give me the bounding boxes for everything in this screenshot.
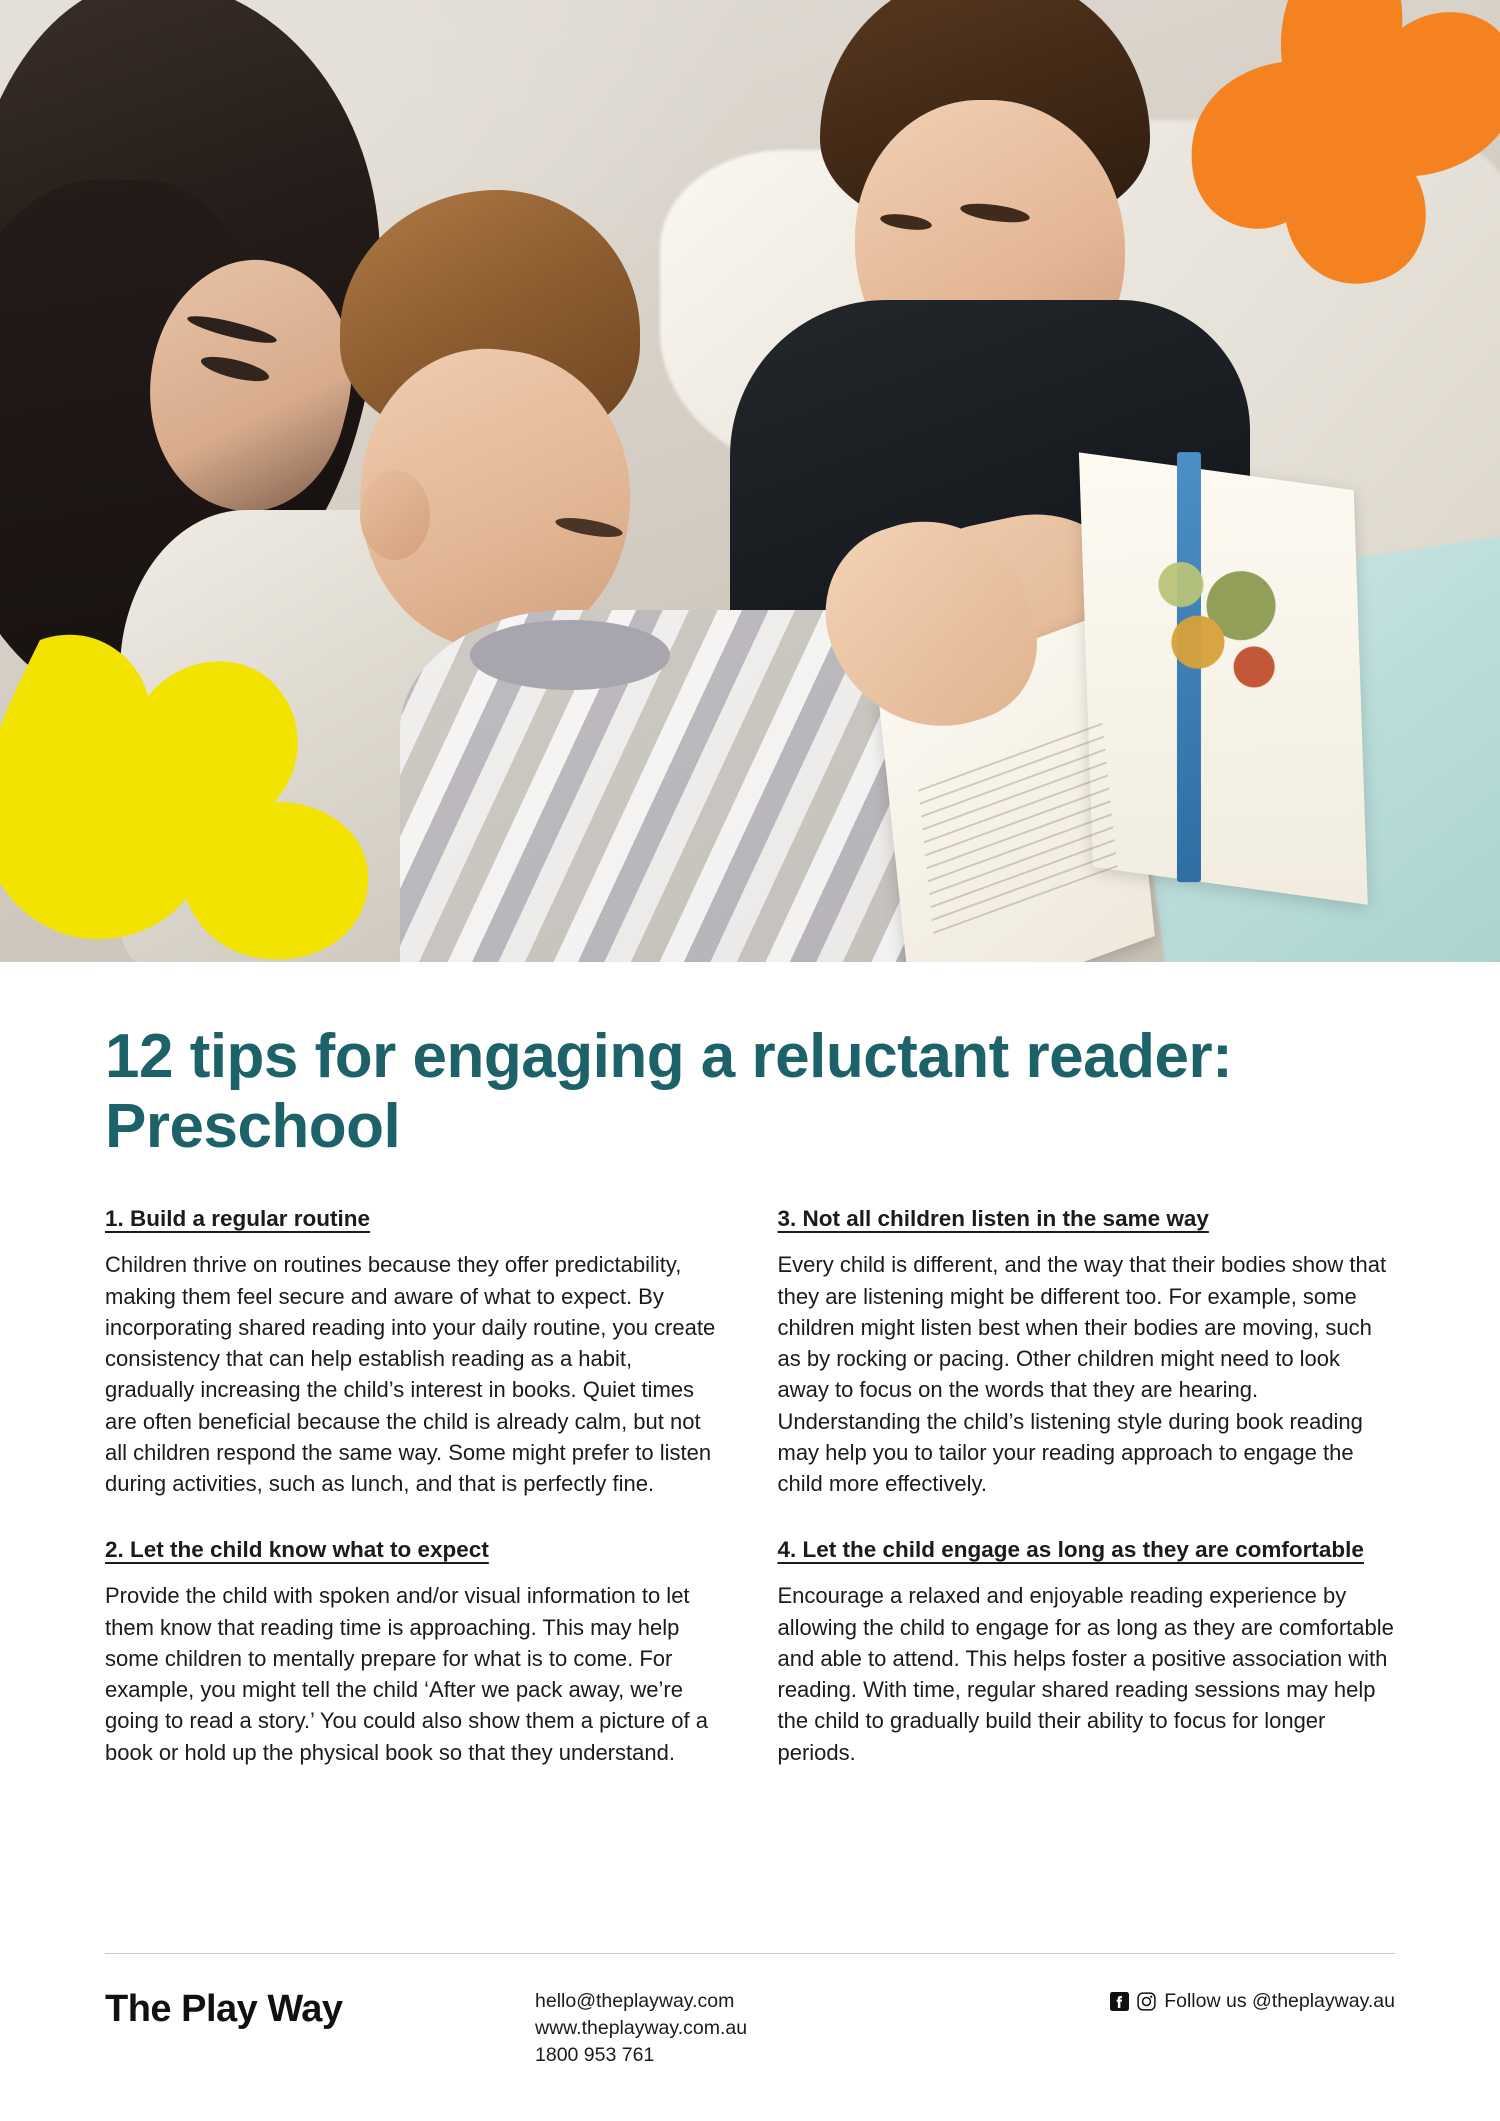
footer-divider bbox=[105, 1953, 1395, 1954]
social-links[interactable] bbox=[1110, 1988, 1395, 2013]
book-illustration bbox=[1119, 526, 1316, 723]
tip-heading-1: 1. Build a regular routine bbox=[105, 1206, 371, 1232]
page-footer bbox=[105, 1953, 1395, 2069]
social-handle-text: Follow us @theplayway.au bbox=[1164, 1990, 1395, 2013]
instagram-icon[interactable] bbox=[1137, 1992, 1156, 2011]
hero-photo bbox=[0, 0, 1500, 962]
two-column-body bbox=[105, 1204, 1395, 1768]
tip-body-3: Every child is different, and the way that their bodies show that they are listening might be different too. For example, some children might listen best when their bodies are moving, such as by rocking or pacing. Other children might need to look away to focus on the words that they are hearing. Understanding the child’s listening style during book reading may help you to tailor your reading approach to engage the child more effectively. bbox=[777, 1252, 1387, 1496]
tip-heading-3: 3. Not all children listen in the same way bbox=[777, 1206, 1209, 1232]
tip-heading-4: 4. Let the child engage as long as they are comfortable bbox=[777, 1537, 1364, 1563]
contact-phone[interactable]: 1800 953 761 bbox=[535, 2044, 655, 2067]
brand-logo: The Play Way bbox=[105, 1988, 343, 2031]
page-title: 12 tips for engaging a reluctant reader: Preschool bbox=[105, 1022, 1233, 1162]
article-content bbox=[0, 962, 1500, 1768]
tip-heading-2: 2. Let the child know what to expect bbox=[105, 1537, 489, 1563]
facebook-icon[interactable] bbox=[1110, 1992, 1129, 2011]
column-right bbox=[778, 1204, 1396, 1768]
tip-body-1: Children thrive on routines because they offer predictability, making them feel secure and aware of what to expect. By incorporating shared reading into your daily routine, you create consistency that can help establish reading as a habit, gradually increasing the child’s interest in books. Quiet times are often beneficial because the child is already calm, but not all children respond the same way. Some might prefer to listen during activities, such as lunch, and that is perfectly fine. bbox=[105, 1252, 716, 1496]
orange-blob-decoration bbox=[1190, 0, 1500, 420]
contact-website[interactable]: www.theplayway.com.au bbox=[535, 2017, 748, 2040]
contact-details bbox=[535, 1988, 915, 2069]
tip-body-2: Provide the child with spoken and/or visual information to let them know that reading time is approaching. This may help some children to mentally prepare for what is to come. For example, you might tell the child ‘After we pack away, we’re going to read a story.’ You could also show them a picture of a book or hold up the physical book so that they understand. bbox=[105, 1583, 708, 1765]
contact-email[interactable]: hello@theplayway.com bbox=[535, 1990, 735, 2013]
yellow-blob-decoration bbox=[0, 630, 510, 960]
column-left bbox=[105, 1204, 723, 1768]
tip-body-4: Encourage a relaxed and enjoyable reading experience by allowing the child to engage for as long as they are comfortable and able to attend. This helps foster a positive association with reading. With time, regular shared reading sessions may help the child to gradually build their ability to focus for longer periods. bbox=[777, 1583, 1394, 1765]
younger-child-ear bbox=[360, 470, 430, 560]
